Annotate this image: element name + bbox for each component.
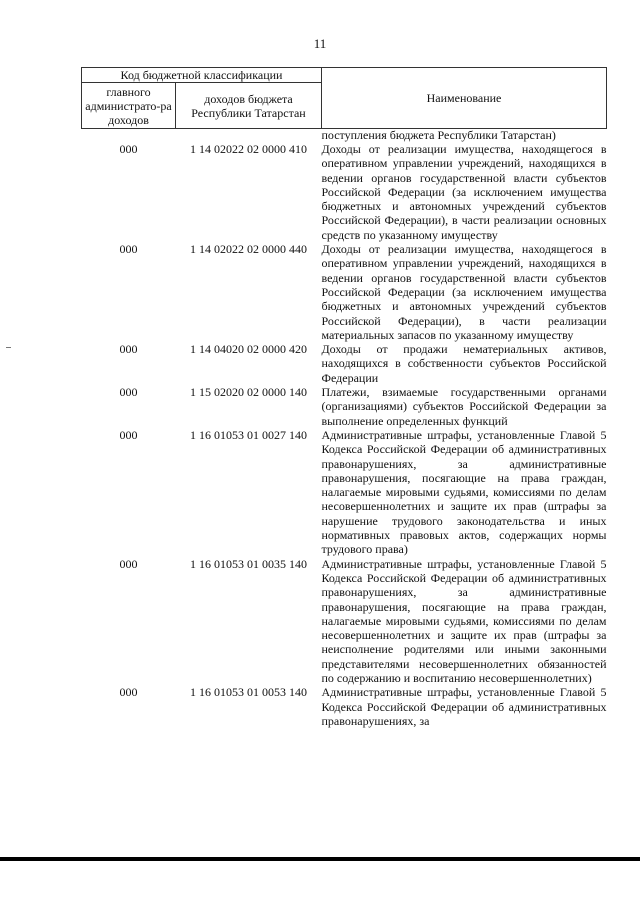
- table-body: [82, 129, 607, 729]
- header-chief-administrator: главного администрато-ра доходов: [82, 83, 176, 129]
- page-number: 11: [313, 36, 327, 51]
- header-revenue-code: доходов бюджета Республики Татарстан: [176, 83, 322, 129]
- admin-code-cell: 000: [119, 556, 138, 571]
- table-row: [82, 142, 607, 242]
- name-cell: [322, 242, 607, 342]
- name-text: Доходы от реализации имущества, находящегося в оперативном управлении учреждений, находящихся в ведении органов государственной власти субъектов Российской Федерации (за исключением имущества бюджетных и автономных учреждений субъектов Российской Федерации), в части реализации материальных запасов по указанному имуществу: [321, 242, 607, 342]
- name-text: Административные штрафы, установленные Главой 5 Кодекса Российской Федерации об административных правонарушениях, за административные правонарушения, посягающие на права граждан, налагаемые мировыми судьями, комиссиями по делам несовершеннолетних и защите их прав (штрафы за неисполнение родителями или иными законными представителями несовершеннолетних обязанностей по содержанию и воспитанию несовершеннолетних): [321, 556, 607, 685]
- name-cell: [322, 385, 607, 428]
- table-row-continuation: [82, 129, 607, 143]
- table-row: [82, 385, 607, 428]
- revenue-code-cell: 1 14 04020 02 0000 420: [190, 342, 307, 357]
- continuation-code-cell: [176, 129, 322, 143]
- continuation-text: поступления бюджета Республики Татарстан): [321, 128, 556, 142]
- table-row: [82, 685, 607, 728]
- name-text: Административные штрафы, установленные Главой 5 Кодекса Российской Федерации об административных правонарушениях, за: [321, 685, 607, 728]
- name-text: Административные штрафы, установленные Главой 5 Кодекса Российской Федерации об административных правонарушениях, за административные правонарушения, посягающие на права граждан, налагаемые мировыми судьями, комиссиями по делам несовершеннолетних и защите их прав (штрафы за нарушение трудового законодательства и иных нормативных правовых актов, содержащих нормы трудового права): [321, 427, 607, 557]
- revenue-code-cell: 1 15 02020 02 0000 140: [190, 385, 307, 400]
- revenue-code-cell: 1 16 01053 01 0035 140: [190, 556, 307, 571]
- name-cell: [322, 428, 607, 557]
- admin-code-cell: 000: [119, 242, 138, 257]
- admin-code-cell: 000: [119, 685, 138, 700]
- revenue-code-cell: 1 16 01053 01 0027 140: [190, 427, 307, 442]
- revenue-code-cell: 1 16 01053 01 0053 140: [190, 685, 307, 700]
- name-text: Доходы от реализации имущества, находящегося в оперативном управлении учреждений, находящихся в ведении органов государственной власти субъектов Российской Федерации (за исключением имущества бюджетных и автономных учреждений субъектов Российской Федерации), в части реализации основных средств по указанному имуществу: [321, 142, 607, 242]
- scan-bottom-edge-rule: [0, 857, 640, 861]
- header-budget-classification-code: Код бюджетной классификации: [82, 68, 322, 83]
- revenue-code-cell: 1 14 02022 02 0000 440: [190, 242, 307, 257]
- scan-artifact-mark: [6, 347, 11, 348]
- admin-code-cell: 000: [119, 342, 138, 357]
- name-text: Доходы от продажи нематериальных активов, находящихся в собственности субъектов Российской Федерации: [321, 342, 607, 385]
- continuation-name-cell: [322, 129, 607, 143]
- name-cell: [322, 342, 607, 385]
- admin-code-cell: 000: [119, 427, 138, 442]
- table-row: [82, 557, 607, 686]
- name-cell: [322, 142, 607, 242]
- budget-classification-table: [81, 67, 607, 728]
- continuation-admin-cell: [82, 129, 176, 143]
- name-cell: [322, 685, 607, 728]
- table-row: [82, 342, 607, 385]
- table-header: [82, 68, 607, 129]
- admin-code-cell: 000: [119, 385, 138, 400]
- table-row: [82, 428, 607, 557]
- name-text: Платежи, взимаемые государственными органами (организациями) субъектов Российской Федерации за выполнение определенных функций: [321, 385, 607, 428]
- admin-code-cell: 000: [119, 142, 138, 156]
- header-name: Наименование: [322, 68, 607, 129]
- table-row: [82, 242, 607, 342]
- revenue-code-cell: 1 14 02022 02 0000 410: [190, 142, 307, 156]
- name-cell: [322, 557, 607, 686]
